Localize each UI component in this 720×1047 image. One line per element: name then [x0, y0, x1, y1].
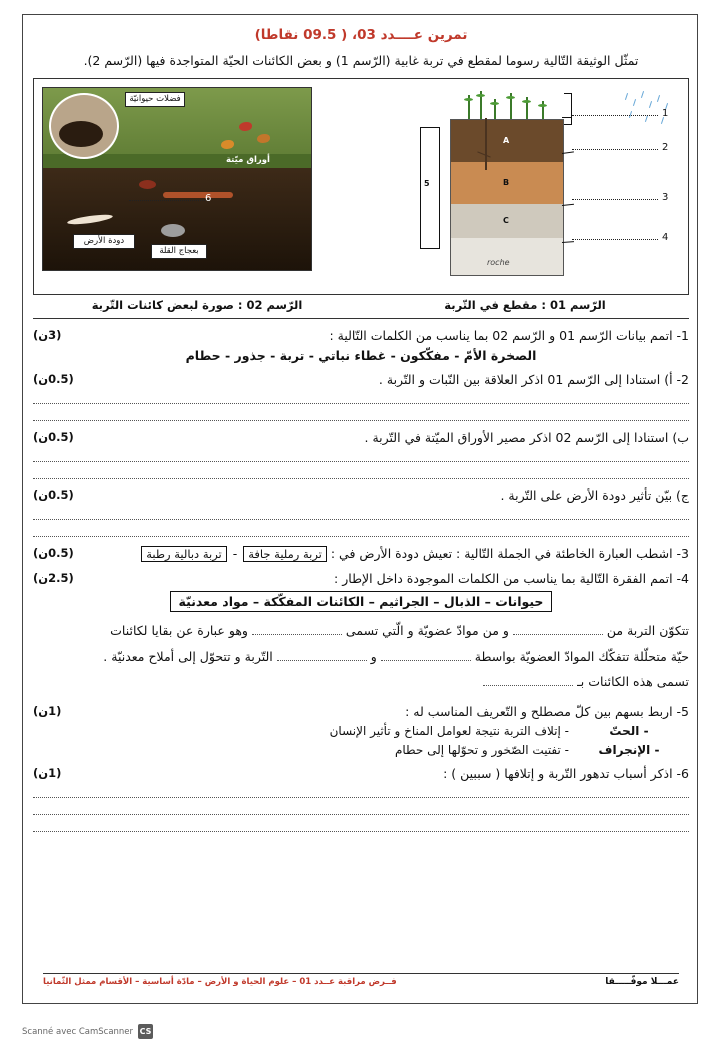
- soil-layer-bedrock: [451, 238, 563, 275]
- question-6-text: 6- اذكر أسباب تدهور التّربة و إتلافها ( سببين ) :: [443, 765, 689, 781]
- callout-number-2: 2: [662, 142, 669, 153]
- match-row-1: [33, 724, 689, 738]
- question-3-text: 3- اشطب العبارة الخاطئة في الجملة التّالية : تعيش دودة الأرض في : تربة رملية جافة - تربة دبالية رطبة: [79, 546, 689, 562]
- question-4: [33, 571, 689, 695]
- answer-line[interactable]: [33, 506, 689, 520]
- para-seg-1: تتكوّن التربة من: [606, 623, 689, 638]
- match-row-2: [33, 743, 689, 757]
- camscanner-text: Scanné avec CamScanner: [22, 1026, 134, 1037]
- question-1-text: 1- اتمم بيانات الرّسم 01 و الرّسم 02 بما يناسب من الكلمات التّالية :: [329, 328, 689, 343]
- answer-line[interactable]: [33, 448, 689, 462]
- scale-label: 5: [424, 179, 430, 188]
- layer-label-a: A: [503, 136, 510, 145]
- tag-dead-leaves: أوراق ميّتة: [226, 155, 270, 165]
- question-2c: [33, 488, 689, 537]
- tag-earthworm: دودة الأرض: [73, 234, 135, 249]
- answer-line[interactable]: [33, 784, 689, 798]
- answer-line[interactable]: [33, 523, 689, 537]
- figure-01: [361, 79, 688, 294]
- question-3-option-2[interactable]: تربة دبالية رطبة: [141, 546, 227, 562]
- para-seg-3: وهو عبارة عن بقايا لكائنات: [110, 623, 248, 638]
- page-footer: [43, 973, 679, 987]
- answer-line[interactable]: [33, 801, 689, 815]
- question-3-option-1[interactable]: تربة رملية جافة: [243, 546, 327, 562]
- figure-02-caption: الرّسم 02 : صورة لبعض كائنات التّربة: [91, 298, 303, 312]
- figure-02: [34, 79, 361, 294]
- question-3-stem: 3- اشطب العبارة الخاطئة في الجملة التّالية : تعيش دودة الأرض في :: [330, 546, 689, 561]
- question-2a-text: 2- أ) استنادا إلى الرّسم 01 اذكر العلاقة بين النّبات و التّربة .: [378, 372, 689, 387]
- callout-number-4: 4: [662, 232, 669, 243]
- question-1-wordbank: الصخرة الأمّ - مفكّكون - غطاء نباتي - تربة - جذور - حطام: [185, 348, 537, 363]
- callout-number-1: 1: [662, 108, 669, 119]
- layer-label-b: B: [503, 178, 510, 187]
- para-seg-4: حيّة متحلّلة تتفكّك الموادّ العضويّة بواسطة: [474, 648, 689, 664]
- blank-field[interactable]: [277, 648, 367, 661]
- question-2b-text: ب) استنادا إلى الرّسم 02 اذكر مصير الأوراق الميّتة في التّربة .: [364, 430, 689, 445]
- question-5: [33, 704, 689, 757]
- question-6: [33, 766, 689, 832]
- question-2c-text: ج) بيّن تأثير دودة الأرض على التّربة .: [500, 488, 689, 503]
- answer-line[interactable]: [33, 465, 689, 479]
- question-2b: [33, 430, 689, 479]
- soil-profile-drawing: [372, 87, 682, 283]
- question-3: [33, 546, 689, 562]
- question-2c-marks: (0.5ن): [33, 488, 74, 502]
- match-definition-2[interactable]: - تفتيت الصّخور و تحوّلها إلى حطام: [394, 742, 569, 757]
- animal-droppings-inset: [49, 93, 119, 159]
- figure-captions: [33, 298, 689, 312]
- soil-column: [450, 119, 564, 276]
- red-bug-icon: [139, 180, 156, 189]
- question-2b-marks: (0.5ن): [33, 430, 74, 444]
- blank-field[interactable]: [513, 622, 603, 635]
- question-6-marks: (1ن): [33, 765, 62, 780]
- figures-panel: [33, 78, 689, 295]
- match-term-2[interactable]: - الإنجراف: [598, 742, 660, 757]
- callout-line-3: [572, 199, 658, 200]
- callout-line-4: [572, 239, 658, 240]
- question-2a-marks: (0.5ن): [33, 372, 74, 386]
- plants-icon: [450, 89, 562, 121]
- tag-animal-droppings: فضلات حيوانيّة: [125, 92, 185, 107]
- camscanner-watermark: [22, 1024, 153, 1039]
- scale-bracket: [420, 127, 440, 249]
- callout-number-3: 3: [662, 192, 669, 203]
- callout-number-6: 6: [205, 193, 212, 204]
- layer-label-c: C: [503, 216, 509, 225]
- footer-exam-info: فــرض مراقبة عــدد 01 – علوم الحياة و الأرض – مادّة أساسية – الأقسام ممثل الثّمانيا: [43, 977, 397, 987]
- match-term-1[interactable]: - الحتّ: [609, 723, 649, 738]
- tag-woodlouse: بعجاج القلة: [151, 244, 207, 259]
- para-seg-7: تسمى هذه الكائنات بـ: [577, 674, 689, 690]
- exercise-title-text: تمرين عــــدد 03، ( 09.5 نقاطا): [254, 27, 468, 43]
- question-4-text: 4- اتمم الفقرة التّالية بما يناسب من الكلمات الموجودة داخل الإطار :: [334, 571, 689, 586]
- question-5-text: 5- اربط بسهم بين كلّ مصطلح و التّعريف المناسب له :: [405, 703, 689, 719]
- callout-line-2: [572, 149, 658, 150]
- answer-line[interactable]: [33, 390, 689, 404]
- question-1-marks: (3ن): [33, 328, 62, 342]
- blank-field[interactable]: [483, 673, 573, 686]
- top-brace: [564, 93, 572, 125]
- para-seg-5: و: [370, 648, 377, 664]
- callout-line-1: [572, 115, 658, 116]
- camscanner-icon: CS: [138, 1024, 153, 1039]
- footer-left-note: عمـــلا موفّـــــقا: [605, 977, 679, 987]
- centipede-icon: [163, 192, 233, 198]
- answer-line[interactable]: [33, 407, 689, 421]
- question-5-marks: (1ن): [33, 703, 62, 718]
- question-2a: [33, 372, 689, 421]
- question-1: [33, 328, 689, 363]
- blank-field[interactable]: [381, 648, 471, 661]
- question-3-marks: (0.5ن): [33, 546, 74, 560]
- figure-01-caption: الرّسم 01 : مقطع في التّربة: [444, 298, 606, 312]
- question-4-marks: (2.5ن): [33, 571, 74, 585]
- exam-sheet: [22, 14, 698, 1004]
- exercise-intro: تمثّل الوثيقة التّالية رسوما لمقطع في تربة غابية (الرّسم 1) و بعض الكائنات الحيّة المتواجدة فيها (الرّسم 2).: [83, 53, 639, 68]
- answer-line[interactable]: [33, 818, 689, 832]
- match-definition-1[interactable]: - إتلاف التربة نتيجة لعوامل المناخ و تأثير الإنسان: [329, 723, 569, 738]
- para-seg-2: و من موادّ عضويّة و الّتي تسمى: [345, 623, 509, 638]
- woodlouse-icon: [161, 224, 185, 237]
- exercise-title: [33, 27, 689, 43]
- bedrock-label: roche: [487, 258, 510, 267]
- blank-field[interactable]: [252, 622, 342, 635]
- soil-organisms-photo: [42, 87, 312, 271]
- question-4-wordframe: حيوانات – الذبال – الجراثيم – الكائنات المفكّكة – مواد معدنيّة: [170, 591, 553, 612]
- para-seg-6: التّربة و تتحوّل إلى أملاح معدنيّة .: [103, 648, 273, 664]
- question-4-paragraph: [33, 618, 689, 695]
